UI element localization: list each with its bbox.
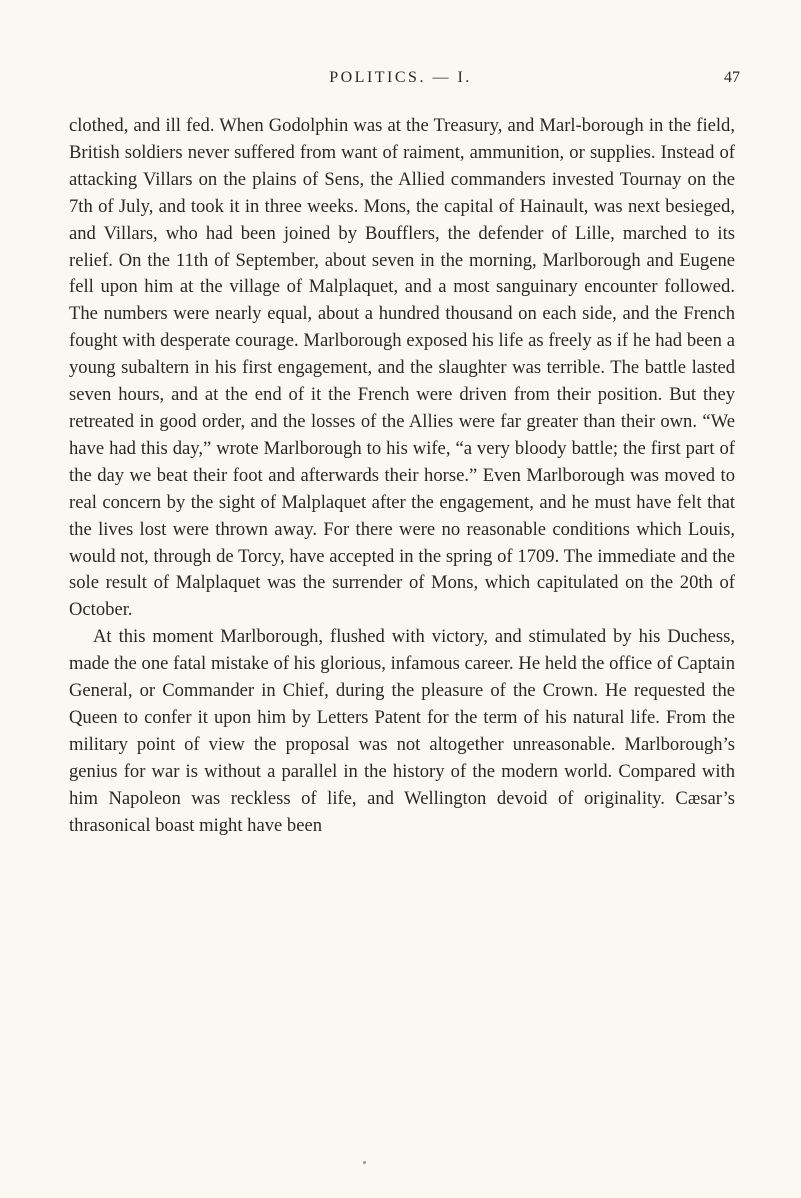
paragraph-1: clothed, and ill fed. When Godolphin was at the Treasury, and Marl-borough in the field, British soldiers never suffered from want of raiment, ammunition, or supplies. Instead of attacking Villars on the plains of Sens, the Allied commanders invested Tournay on the 7th of July, and took it in three weeks. Mons, the capital of Hainault, was next besieged, and Villars, who had been joined by Boufflers, the defender of Lille, marched to its relief. On the 11th of September, about seven in the morning, Marlborough and Eugene fell upon him at the village of Malplaquet, and a most sanguinary encounter followed. The numbers were nearly equal, about a hundred thousand on each side, and the French fought with desperate courage. Marlborough exposed his life as freely as if he had been a young subaltern in his first engagement, and the slaughter was terrible. The battle lasted seven hours, and at the end of it the French were driven from their position. But they retreated in good order, and the losses of the Allies were far greater than their own. “We have had this day,” wrote Marlborough to his wife, “a very bloody battle; the first part of the day we beat their foot and afterwards their horse.” Even Marlborough was moved to real concern by the sight of Malplaquet after the engagement, and he must have felt that the lives lost were thrown away. For there were no reasonable conditions which Louis, would not, through de Torcy, have accepted in the spring of 1709. The immediate and the sole result of Malplaquet was the surrender of Mons, which capitulated on the 20th of October. bbox=[69, 115, 735, 621]
body-text bbox=[69, 113, 735, 839]
running-title: POLITICS. — I. bbox=[329, 69, 472, 86]
page-number: 47 bbox=[724, 69, 740, 86]
running-head bbox=[0, 66, 801, 90]
paragraph-2: At this moment Marlborough, flushed with victory, and stimulated by his Duchess, made the one fatal mistake of his glorious, infamous career. He held the office of Captain General, or Commander in Chief, during the pleasure of the Crown. He requested the Queen to confer it upon him by Letters Patent for the term of his natural life. From the military point of view the proposal was not altogether unreasonable. Marlborough’s genius for war is without a parallel in the history of the modern world. Compared with him Napoleon was reckless of life, and Wellington devoid of originality. Cæsar’s thrasonical boast might have been bbox=[69, 626, 735, 836]
paper-speck bbox=[363, 1161, 366, 1164]
